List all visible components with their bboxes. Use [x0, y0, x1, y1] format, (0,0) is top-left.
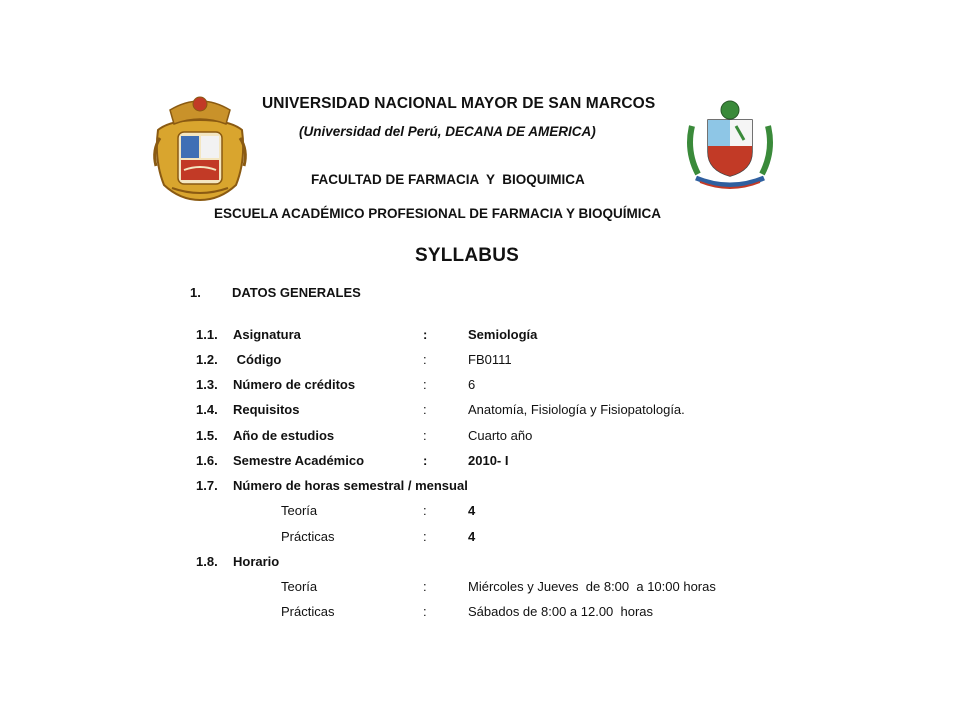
item-colon: : [423, 402, 427, 417]
item-label: Número de horas semestral / mensual [233, 478, 468, 493]
item-colon: : [423, 327, 428, 342]
sub-value: 4 [468, 529, 476, 544]
info-row-horario [0, 554, 960, 574]
item-label: Año de estudios [233, 428, 335, 443]
info-row-requisitos [0, 402, 960, 422]
item-value: Anatomía, Fisiología y Fisiopatología. [468, 402, 685, 417]
item-number: 1.1. [196, 327, 218, 342]
info-row-creditos [0, 377, 960, 397]
item-label: Horario [233, 554, 280, 569]
sub-value: Miércoles y Jueves de 8:00 a 10:00 horas [468, 579, 716, 594]
section-number: 1. [190, 285, 201, 300]
info-row-ano-estudios [0, 428, 960, 448]
university-subtitle: (Universidad del Perú, DECANA DE AMERICA) [299, 124, 596, 139]
sub-label: Teoría [281, 579, 318, 594]
item-value: Cuarto año [468, 428, 533, 443]
item-label: Código [233, 352, 282, 367]
item-number: 1.2. [196, 352, 218, 367]
item-value: FB0111 [468, 352, 512, 367]
item-colon: : [423, 529, 427, 544]
sub-label: Prácticas [281, 529, 335, 544]
sub-value: Sábados de 8:00 a 12.00 horas [468, 604, 654, 619]
sub-value: 4 [468, 503, 476, 518]
faculty-name: FACULTAD DE FARMACIA Y BIOQUIMICA [311, 172, 585, 187]
item-colon: : [423, 428, 427, 443]
item-label: Requisitos [233, 402, 300, 417]
item-colon: : [423, 377, 427, 392]
info-row-horas [0, 478, 960, 498]
item-colon: : [423, 453, 428, 468]
university-name: UNIVERSIDAD NACIONAL MAYOR DE SAN MARCOS [262, 95, 656, 112]
item-colon: : [423, 503, 427, 518]
item-number: 1.8. [196, 554, 218, 569]
info-row-codigo [0, 352, 960, 372]
item-number: 1.7. [196, 478, 218, 493]
item-label: Número de créditos [233, 377, 356, 392]
item-colon: : [423, 579, 427, 594]
info-row-asignatura [0, 327, 960, 347]
item-number: 1.3. [196, 377, 218, 392]
item-label: Semestre Académico [233, 453, 365, 468]
horario-row-practicas [0, 604, 960, 624]
item-label: Asignatura [233, 327, 301, 342]
sub-label: Teoría [281, 503, 318, 518]
info-row-semestre [0, 453, 960, 473]
item-colon: : [423, 604, 427, 619]
hours-row-teoria [0, 503, 960, 523]
item-value: Semiología [468, 327, 538, 342]
peru-coat-of-arms-logo [682, 96, 778, 196]
school-name: ESCUELA ACADÉMICO PROFESIONAL DE FARMACIA Y BIOQUÍMICA [214, 206, 662, 221]
sub-label: Prácticas [281, 604, 335, 619]
section-title: DATOS GENERALES [232, 285, 361, 300]
hours-row-practicas [0, 529, 960, 549]
item-value: 2010- I [468, 453, 509, 468]
item-number: 1.5. [196, 428, 218, 443]
item-value: 6 [468, 377, 476, 392]
item-number: 1.4. [196, 402, 218, 417]
item-number: 1.6. [196, 453, 218, 468]
item-colon: : [423, 352, 427, 367]
document-title: SYLLABUS [415, 245, 519, 266]
university-crest-logo [150, 90, 250, 202]
horario-row-teoria [0, 579, 960, 599]
